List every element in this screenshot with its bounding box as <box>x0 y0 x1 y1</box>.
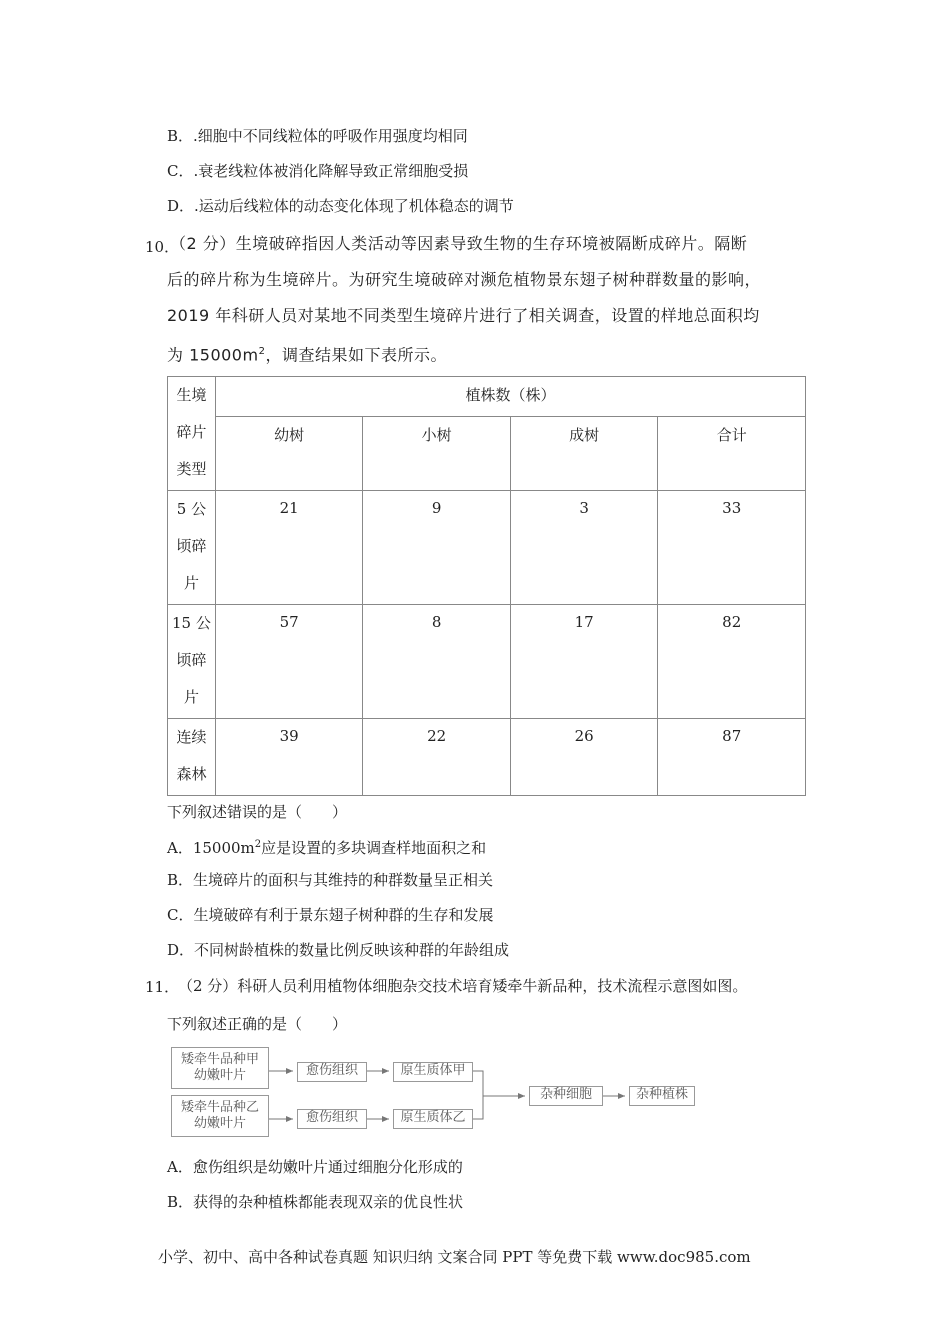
cell-value: 87 <box>658 719 806 796</box>
type-header: 生境 碎片 类型 <box>168 377 216 491</box>
question-10-stem: 下列叙述错误的是（ ） <box>167 803 348 821</box>
cell-value: 21 <box>215 491 363 605</box>
question-10-line-4: 为 $15000m^2$，调查结果如下表所示。 <box>167 345 447 365</box>
question-11-option-a: A．愈伤组织是幼嫩叶片通过细胞分化形成的 <box>167 1158 463 1176</box>
callus-box-a: 愈伤组织 <box>297 1062 367 1082</box>
question-10-option-c: C．生境破碎有利于景东翅子树种群的生存和发展 <box>167 906 494 924</box>
question-11-line-1: （2 分）科研人员利用植物体细胞杂交技术培育矮牵牛新品种，技术流程示意图如图。 <box>178 977 748 995</box>
question-10-option-d: D．不同树龄植株的数量比例反映该种群的年龄组成 <box>167 941 510 959</box>
row-type: 5 公 顷碎 片 <box>168 491 216 605</box>
question-10-line-2: 后的碎片称为生境碎片。为研究生境破碎对濒危植物景东翅子树种群数量的影响， <box>167 270 762 289</box>
table-row <box>168 719 806 796</box>
question-10-number: 10． <box>145 238 180 256</box>
cell-value: 39 <box>215 719 363 796</box>
protoplast-box-a: 原生质体甲 <box>393 1062 473 1082</box>
table-row <box>168 605 806 719</box>
row-type: 15 公 顷碎 片 <box>168 605 216 719</box>
group-header: 植株数（株） <box>215 377 805 417</box>
question-11-stem: 下列叙述正确的是（ ） <box>167 1015 348 1033</box>
question-11-number: 11． <box>145 978 180 996</box>
hybrid-plant-box: 杂种植株 <box>629 1086 695 1106</box>
cell-value: 33 <box>658 491 806 605</box>
question-10-option-a: A．$15000m^2$应是设置的多块调查样地面积之和 <box>167 839 487 857</box>
table-row <box>168 491 806 605</box>
callus-box-b: 愈伤组织 <box>297 1109 367 1129</box>
option-d-prev: D．.运动后线粒体的动态变化体现了机体稳态的调节 <box>167 197 514 215</box>
hybrid-cell-box: 杂种细胞 <box>529 1086 603 1106</box>
column-header: 合计 <box>658 417 806 491</box>
page-footer: 小学、初中、高中各种试卷真题 知识归纳 文案合同 PPT 等免费下载 www.doc985.com <box>158 1248 751 1266</box>
column-header: 成树 <box>510 417 658 491</box>
source-box-b: 矮牵牛品种乙 幼嫩叶片 <box>171 1095 269 1137</box>
question-10-line-3: 2019 年科研人员对某地不同类型生境碎片进行了相关调查，设置的样地总面积均 <box>167 306 760 325</box>
flow-diagram <box>167 1043 697 1138</box>
cell-value: 3 <box>510 491 658 605</box>
question-10-option-b: B．生境碎片的面积与其维持的种群数量呈正相关 <box>167 871 494 889</box>
column-header: 小树 <box>363 417 511 491</box>
cell-value: 82 <box>658 605 806 719</box>
source-box-a: 矮牵牛品种甲 幼嫩叶片 <box>171 1047 269 1089</box>
survey-table <box>167 376 806 796</box>
cell-value: 8 <box>363 605 511 719</box>
cell-value: 26 <box>510 719 658 796</box>
row-type: 连续 森林 <box>168 719 216 796</box>
question-11-option-b: B．获得的杂种植株都能表现双亲的优良性状 <box>167 1193 464 1211</box>
cell-value: 57 <box>215 605 363 719</box>
column-header: 幼树 <box>215 417 363 491</box>
cell-value: 9 <box>363 491 511 605</box>
cell-value: 17 <box>510 605 658 719</box>
option-b-prev: B．.细胞中不同线粒体的呼吸作用强度均相同 <box>167 127 468 145</box>
question-10-line-1: （2 分）生境破碎指因人类活动等因素导致生物的生存环境被隔断成碎片。隔断 <box>170 234 748 253</box>
protoplast-box-b: 原生质体乙 <box>393 1109 473 1129</box>
cell-value: 22 <box>363 719 511 796</box>
option-c-prev: C．.衰老线粒体被消化降解导致正常细胞受损 <box>167 162 469 180</box>
